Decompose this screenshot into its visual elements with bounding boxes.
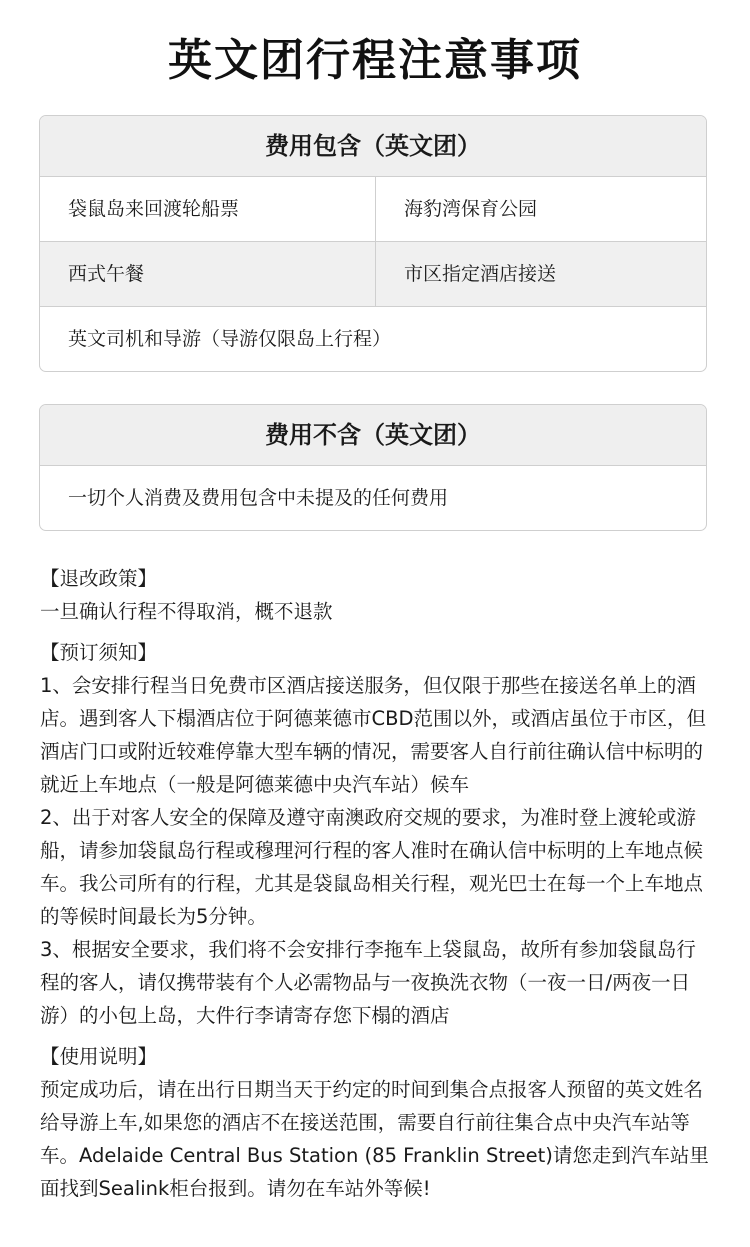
table-row [40,177,706,242]
cancellation-heading: 【退改政策】 [40,567,158,590]
included-item: 袋鼠岛来回渡轮船票 [40,177,376,241]
booking-heading: 【预订须知】 [40,641,158,664]
included-item: 海豹湾保育公园 [404,198,538,220]
excluded-header: 费用不含（英文团） [40,405,706,466]
included-item: 西式午餐 [40,242,376,306]
usage-heading: 【使用说明】 [40,1045,158,1068]
table-row [40,307,706,371]
included-table [39,115,707,372]
table-row [40,466,706,530]
usage-text: 预定成功后，请在出行日期当天于约定的时间到集合点报客人预留的英文姓名给导游上车,如果您的酒店不在接送范围，需要自行前往集合点中央汽车站等车。Adelaide Central Bus Station (85 Franklin Street)请您走到汽车站里面找到Sealink柜台报到。请勿在车站外等候! [40,1078,709,1200]
included-item: 英文司机和导游（导游仅限岛上行程） [68,328,392,350]
cancellation-text: 一旦确认行程不得取消，概不退款 [40,600,333,623]
excluded-item: 一切个人消费及费用包含中未提及的任何费用 [68,487,449,509]
page-title: 英文团行程注意事项 [168,35,582,86]
excluded-table [39,404,707,531]
included-header: 费用包含（英文团） [40,116,706,177]
policy-section [40,562,712,1205]
included-item: 市区指定酒店接送 [404,263,557,285]
table-row [40,242,706,307]
booking-item: 2、出于对客人安全的保障及遵守南澳政府交规的要求，为准时登上渡轮或游船，请参加袋鼠岛行程或穆理河行程的客人准时在确认信中标明的上车地点候车。我公司所有的行程，尤其是袋鼠岛相关行程，观光巴士在每一个上车地点的等候时间最长为5分钟。 [40,806,704,928]
booking-item: 1、会安排行程当日免费市区酒店接送服务，但仅限于那些在接送名单上的酒店。遇到客人下榻酒店位于阿德莱德市CBD范围以外，或酒店虽位于市区，但酒店门口或附近较难停靠大型车辆的情况，需要客人自行前往确认信中标明的就近上车地点（一般是阿德莱德中央汽车站）候车 [40,674,707,796]
booking-item: 3、根据安全要求，我们将不会安排行李拖车上袋鼠岛，故所有参加袋鼠岛行程的客人，请仅携带装有个人必需物品与一夜换洗衣物（一夜一日/两夜一日游）的小包上岛，大件行李请寄存您下榻的酒店 [40,938,696,1027]
